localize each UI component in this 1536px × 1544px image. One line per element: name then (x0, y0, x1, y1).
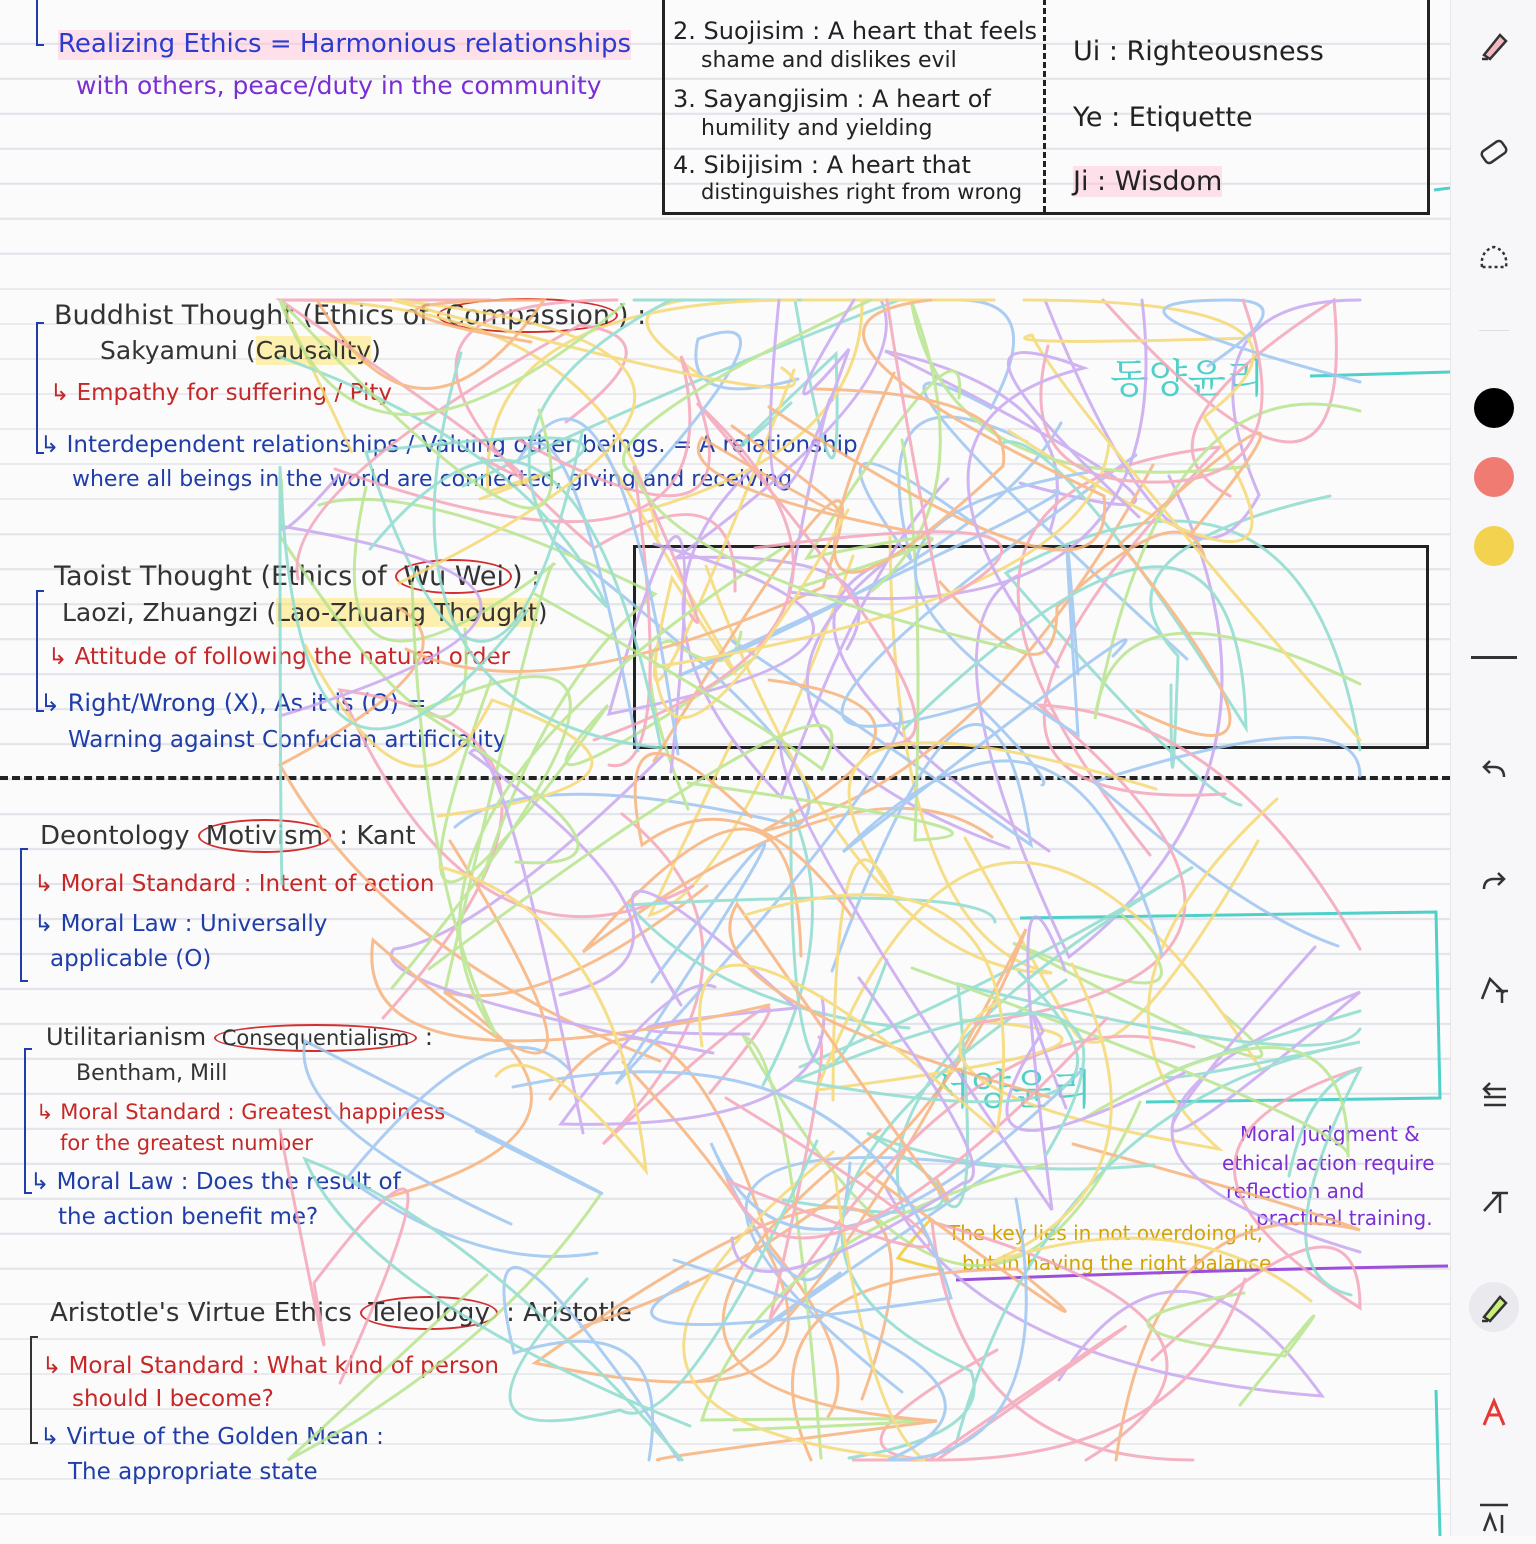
table-row: shame and dislikes evil (701, 48, 957, 73)
scribble-stroke (504, 1267, 679, 1460)
scribble-stroke (550, 1038, 838, 1417)
aristotle-point1b: should I become? (72, 1386, 274, 1412)
scribble-stroke (833, 743, 1156, 1100)
table-row: 2. Suojisim : A heart that feels (673, 17, 1038, 45)
scribble-stroke (603, 814, 769, 1144)
scribble-stroke (763, 809, 887, 1085)
utilitarianism-point2b: the action benefit me? (58, 1204, 319, 1230)
highlighter-tool[interactable] (1469, 20, 1519, 70)
scribble-stroke (510, 1141, 817, 1421)
scribble-stroke (726, 1018, 1107, 1247)
scribble-stroke (975, 705, 1360, 1023)
color-swatch-red[interactable] (1474, 457, 1514, 497)
redo-icon (1474, 861, 1514, 901)
table-row: distinguishes right from wrong (701, 180, 1023, 204)
scribble-stroke (561, 985, 824, 1124)
virtue-ui: Ui : Righteousness (1073, 36, 1324, 67)
note-purple-1: Moral judgment & (1240, 1122, 1420, 1146)
scribble-stroke (470, 750, 633, 1133)
drawing-toolbar (1450, 0, 1536, 1536)
scribble-stroke (304, 1041, 602, 1224)
aristotle-title: Aristotle's Virtue Ethics Teleology : Aristotle (50, 1298, 632, 1328)
deontology-point2a: ↳ Moral Law : Universally (34, 911, 328, 937)
buddhist-subtitle: Sakyamuni (Causality) (100, 336, 381, 365)
scribble-stroke (929, 1279, 1245, 1460)
note-gold-2: but in having the right balance. (962, 1251, 1278, 1275)
scribble-stroke (581, 929, 1026, 1382)
highlighter-icon (1474, 25, 1514, 65)
shape-tool[interactable] (1469, 964, 1519, 1014)
scribble-stroke (842, 980, 1066, 1458)
table-row: 3. Sayangjisim : A heart of (673, 85, 991, 113)
scribble-stroke (783, 1133, 1154, 1212)
scribble-stroke (391, 754, 713, 1053)
eraser-tool[interactable] (1469, 126, 1519, 176)
scribble-stroke (770, 300, 854, 488)
scribble-stroke (853, 1350, 997, 1460)
utilitarianism-title: Utilitarianism Consequentialism : (46, 1023, 434, 1051)
table-row: humility and yielding (701, 116, 933, 141)
lasso-tool[interactable] (1469, 232, 1519, 282)
buddhist-point2a: ↳ Interdependent relationships / Valuing other beings. = A relationship (40, 432, 858, 458)
realizing-ethics-line2: with others, peace/duty in the community (76, 71, 602, 100)
buddhist-title: Buddhist Thought (Ethics of Compassion ) : (54, 300, 647, 331)
scribble-stroke (815, 373, 1004, 572)
korean-table (633, 545, 1429, 749)
scribble-stroke (769, 300, 1105, 550)
scribble-stroke (796, 972, 1084, 1155)
virtue-ye: Ye : Etiquette (1073, 102, 1253, 133)
scribble-stroke (583, 808, 992, 956)
undo-button[interactable] (1469, 744, 1519, 794)
gold-bracket (898, 1220, 944, 1270)
utilitarianism-subtitle: Bentham, Mill (76, 1061, 228, 1086)
aristotle-bracket (30, 1336, 38, 1444)
eraser-icon (1474, 131, 1514, 171)
buddhist-point1: ↳ Empathy for suffering / Pity (50, 380, 393, 406)
font-style-tool[interactable] (1469, 1388, 1519, 1438)
scribble-stroke (347, 1047, 597, 1256)
taoist-point2a: ↳ Right/Wrong (X), As it is (O) = (40, 689, 427, 717)
note-purple-2: ethical action require (1222, 1151, 1435, 1175)
scribble-stroke (632, 891, 796, 1034)
text-pen-icon (1474, 1181, 1514, 1221)
aristotle-point2a: ↳ Virtue of the Golden Mean : (40, 1424, 384, 1450)
text-tool[interactable] (1469, 1176, 1519, 1226)
scribble-stroke (730, 904, 1049, 1200)
highlighter-pen-icon (1474, 1287, 1514, 1327)
line-spacing-icon (1474, 1077, 1514, 1117)
text-size-tool[interactable] (1469, 1494, 1519, 1544)
scribble-stroke (817, 862, 1260, 1090)
scribble-stroke (792, 1173, 1065, 1460)
virtues-table (662, 0, 1430, 215)
scribble-stroke (535, 1062, 891, 1399)
scribble-stroke (440, 867, 646, 1171)
scribble-stroke (684, 1152, 925, 1460)
scribble-stroke (513, 1072, 951, 1325)
scribble-stroke (392, 677, 578, 988)
top-bracket (36, 0, 44, 46)
deontology-title: Deontology Motivism : Kant (40, 821, 416, 851)
scribble-stroke (702, 1164, 1047, 1430)
scribble-stroke (280, 475, 481, 716)
shape-text-icon (1474, 969, 1514, 1009)
lasso-icon (1474, 237, 1514, 277)
taoist-title: Taoist Thought (Ethics of Wu Wei ) : (54, 561, 541, 592)
note-gold-1: The key lies in not overdoing it, (948, 1221, 1264, 1245)
toolbar-separator (1479, 330, 1509, 331)
aristotle-point2b: The appropriate state (68, 1459, 318, 1485)
scribble-stroke (629, 898, 995, 1028)
taoist-subtitle: Laozi, Zhuangzi (Lao-Zhuang Thought) (62, 598, 548, 627)
table-row: 4. Sibijisim : A heart that (673, 151, 971, 179)
color-swatch-black[interactable] (1474, 388, 1514, 428)
utilitarianism-point2a: ↳ Moral Law : Does the result of (30, 1169, 401, 1195)
deontology-point2b: applicable (O) (50, 946, 212, 972)
buddhist-point2b: where all beings in the world are connected, giving and receiving (72, 467, 793, 492)
deontology-bracket (20, 848, 28, 982)
scribble-stroke (1094, 737, 1360, 946)
redo-button[interactable] (1469, 856, 1519, 906)
scribble-stroke (647, 300, 823, 381)
scribble-stroke (732, 978, 973, 1272)
taoist-point1: ↳ Attitude of following the natural order (48, 644, 511, 670)
text-size-icon (1474, 1499, 1514, 1539)
scribble-stroke (885, 351, 1136, 531)
section-divider (0, 776, 1450, 780)
korean-label-western: 서양윤리 (930, 1065, 1093, 1114)
highlighter-pen-tool[interactable] (1469, 1282, 1519, 1332)
scribble-stroke (800, 867, 1193, 1211)
scribble-stroke (657, 1130, 937, 1460)
font-icon (1474, 1393, 1514, 1433)
undo-icon (1474, 749, 1514, 789)
aristotle-point1a: ↳ Moral Standard : What kind of person (42, 1353, 500, 1379)
line-spacing-tool[interactable] (1469, 1072, 1519, 1122)
note-purple-3: reflection and (1226, 1179, 1365, 1203)
scribble-stroke (616, 709, 901, 1084)
scribble-stroke (1148, 1293, 1314, 1405)
scribble-stroke (1013, 915, 1262, 1057)
virtue-ji: Ji : Wisdom (1073, 166, 1223, 197)
scribble-stroke (781, 742, 1065, 1210)
korean-label-eastern: 동양윤리 (1110, 356, 1265, 402)
color-swatch-yellow[interactable] (1474, 526, 1514, 566)
table-divider (1043, 0, 1046, 212)
deontology-point1: ↳ Moral Standard : Intent of action (34, 871, 435, 897)
utilitarianism-point1b: for the greatest number (60, 1131, 313, 1155)
scribble-stroke (280, 1130, 408, 1383)
scribble-stroke (965, 838, 1258, 1042)
scribble-stroke (1045, 300, 1360, 538)
utilitarianism-point1a: ↳ Moral Standard : Greatest happiness (36, 1100, 446, 1124)
taoist-point2b: Warning against Confucian artificiality (68, 727, 507, 753)
scribble-stroke (1009, 300, 1253, 542)
realizing-ethics-line1: Realizing Ethics = Harmonious relationships (58, 29, 632, 59)
note-purple-4: practical training. (1256, 1206, 1433, 1230)
stroke-width-line[interactable] (1471, 656, 1517, 659)
scribble-stroke (860, 417, 1027, 560)
